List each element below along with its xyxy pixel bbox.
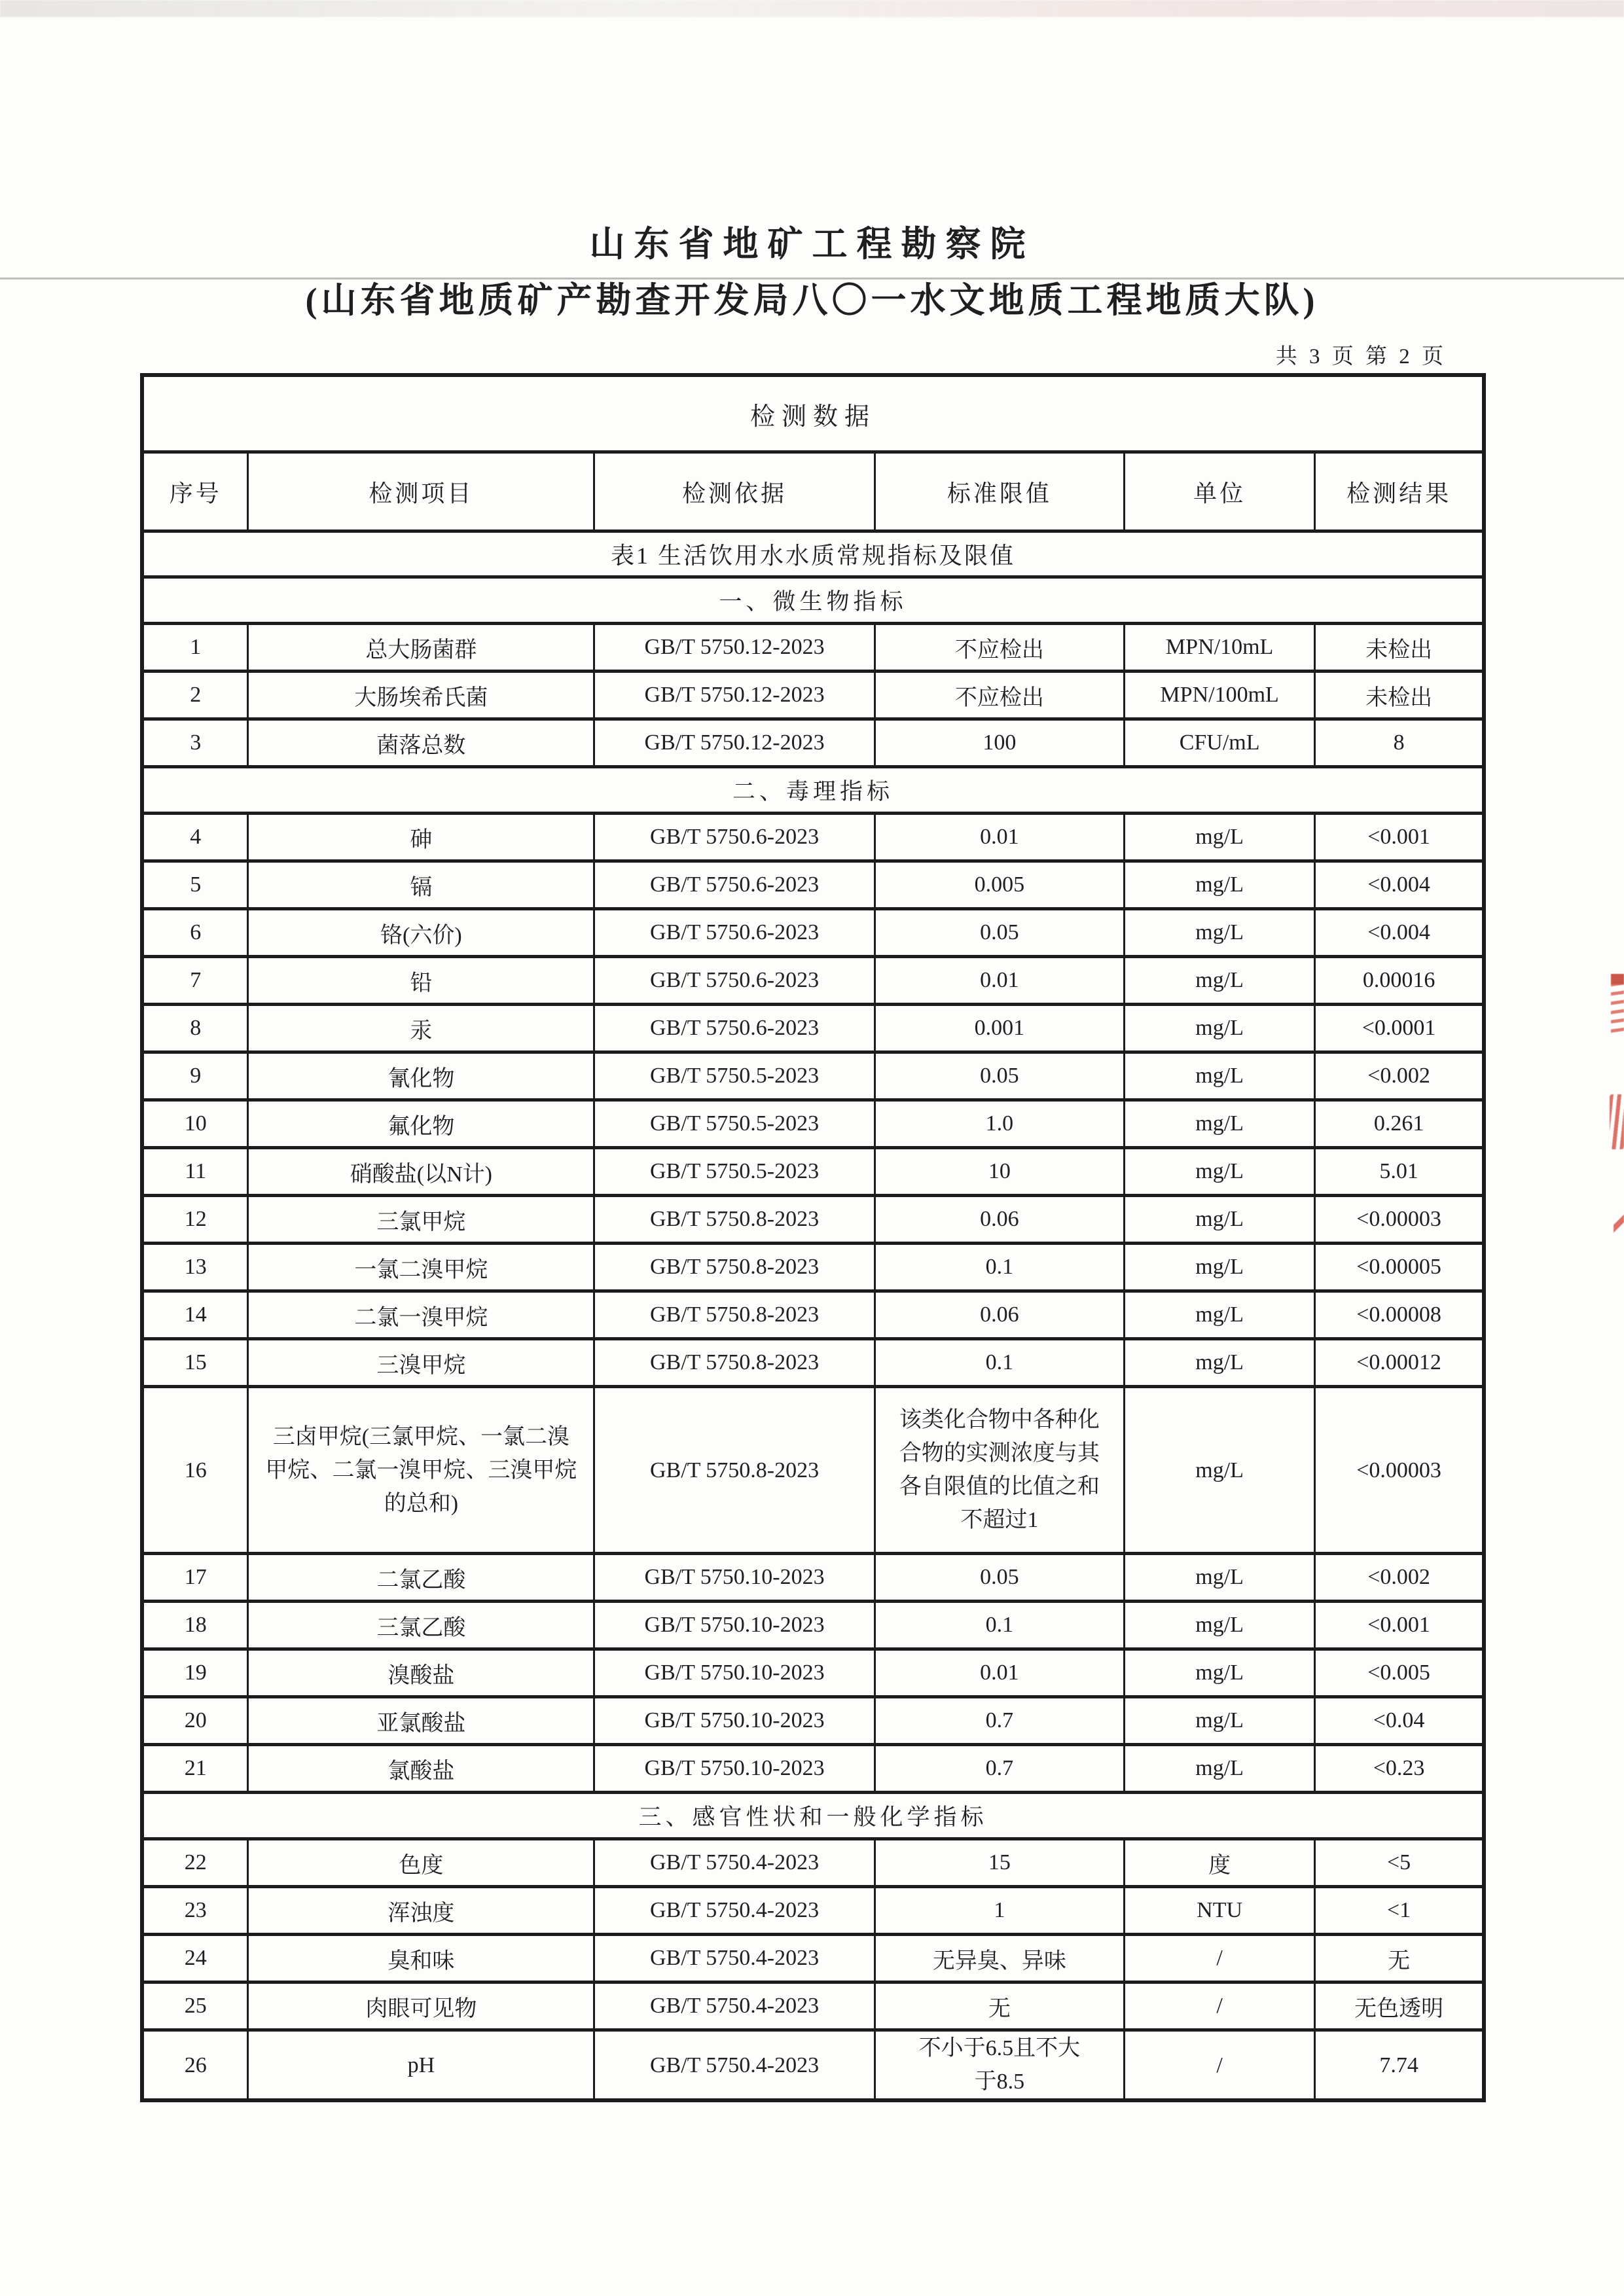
table-row xyxy=(142,1387,1484,1554)
cell-no: 2 xyxy=(142,672,248,719)
cell-method: GB/T 5750.8-2023 xyxy=(594,1387,875,1554)
cell-item: 三氯乙酸 xyxy=(248,1602,594,1649)
stamp-fragment xyxy=(1614,1212,1624,1234)
cell-unit: mg/L xyxy=(1125,1052,1315,1100)
cell-limit: 0.1 xyxy=(875,1339,1124,1387)
table-row xyxy=(142,1602,1484,1649)
cell-limit: 无异臭、异味 xyxy=(875,1935,1124,1982)
cell-item: 大肠埃希氏菌 xyxy=(248,672,594,719)
cell-unit: mg/L xyxy=(1125,1244,1315,1291)
table-row xyxy=(142,861,1484,909)
cell-no: 9 xyxy=(142,1052,248,1100)
cell-limit: 0.005 xyxy=(875,861,1124,909)
stamp-fragment xyxy=(1610,1094,1624,1149)
cell-item: 镉 xyxy=(248,861,594,909)
cell-limit: 无 xyxy=(875,1982,1124,2030)
cell-result: <0.0001 xyxy=(1315,1005,1484,1052)
cell-unit: mg/L xyxy=(1125,957,1315,1005)
subtable-title: 表1 生活饮用水水质常规指标及限值 xyxy=(142,531,1484,577)
cell-item: 臭和味 xyxy=(248,1935,594,1982)
column-header-row xyxy=(142,452,1484,531)
cell-no: 5 xyxy=(142,861,248,909)
cell-no: 13 xyxy=(142,1244,248,1291)
cell-unit: mg/L xyxy=(1125,909,1315,957)
cell-unit: mg/L xyxy=(1125,1148,1315,1196)
cell-result: <0.004 xyxy=(1315,909,1484,957)
cell-item: 总大肠菌群 xyxy=(248,624,594,672)
cell-limit: 15 xyxy=(875,1839,1124,1887)
cell-item: 汞 xyxy=(248,1005,594,1052)
cell-method: GB/T 5750.5-2023 xyxy=(594,1100,875,1148)
cell-method: GB/T 5750.6-2023 xyxy=(594,1005,875,1052)
scan-artifact-top xyxy=(0,0,1624,17)
cell-result: <0.00003 xyxy=(1315,1387,1484,1554)
table-row xyxy=(142,2030,1484,2101)
cell-no: 14 xyxy=(142,1291,248,1339)
col-header-method: 检测依据 xyxy=(594,452,875,531)
cell-no: 24 xyxy=(142,1935,248,1982)
cell-item: pH xyxy=(248,2030,594,2101)
cell-item: 铬(六价) xyxy=(248,909,594,957)
cell-limit: 0.7 xyxy=(875,1697,1124,1745)
cell-result: <0.001 xyxy=(1315,814,1484,861)
cell-no: 18 xyxy=(142,1602,248,1649)
cell-limit: 不应检出 xyxy=(875,672,1124,719)
cell-item: 硝酸盐(以N计) xyxy=(248,1148,594,1196)
cell-item: 三溴甲烷 xyxy=(248,1339,594,1387)
cell-no: 8 xyxy=(142,1005,248,1052)
cell-item: 三卤甲烷(三氯甲烷、一氯二溴甲烷、二氯一溴甲烷、三溴甲烷的总和) xyxy=(248,1387,594,1554)
col-header-result: 检测结果 xyxy=(1315,452,1484,531)
cell-method: GB/T 5750.8-2023 xyxy=(594,1196,875,1244)
cell-result: <0.00005 xyxy=(1315,1244,1484,1291)
cell-no: 4 xyxy=(142,814,248,861)
cell-result: <0.23 xyxy=(1315,1745,1484,1793)
cell-limit: 100 xyxy=(875,719,1124,767)
table-row xyxy=(142,1291,1484,1339)
cell-item: 色度 xyxy=(248,1839,594,1887)
cell-no: 3 xyxy=(142,719,248,767)
document-subtitle: (山东省地质矿产勘查开发局八〇一水文地质工程地质大队) xyxy=(305,281,1319,320)
table-row xyxy=(142,1005,1484,1052)
cell-limit: 0.05 xyxy=(875,909,1124,957)
cell-result: 未检出 xyxy=(1315,624,1484,672)
cell-limit: 0.01 xyxy=(875,814,1124,861)
cell-method: GB/T 5750.8-2023 xyxy=(594,1291,875,1339)
table-row xyxy=(142,1839,1484,1887)
cell-no: 1 xyxy=(142,624,248,672)
cell-method: GB/T 5750.10-2023 xyxy=(594,1745,875,1793)
cell-limit: 0.01 xyxy=(875,957,1124,1005)
cell-no: 12 xyxy=(142,1196,248,1244)
cell-unit: mg/L xyxy=(1125,1649,1315,1697)
table-row xyxy=(142,1554,1484,1602)
cell-unit: mg/L xyxy=(1125,814,1315,861)
cell-limit: 0.7 xyxy=(875,1745,1124,1793)
document-title: 山东省地矿工程勘察院 xyxy=(589,224,1035,264)
cell-item: 浑浊度 xyxy=(248,1887,594,1935)
cell-method: GB/T 5750.6-2023 xyxy=(594,861,875,909)
cell-limit: 0.01 xyxy=(875,1649,1124,1697)
cell-item: 氯酸盐 xyxy=(248,1745,594,1793)
table-row xyxy=(142,1697,1484,1745)
table-row xyxy=(142,1745,1484,1793)
cell-method: GB/T 5750.6-2023 xyxy=(594,814,875,861)
cell-unit: mg/L xyxy=(1125,1005,1315,1052)
section-row xyxy=(142,1793,1484,1839)
cell-method: GB/T 5750.8-2023 xyxy=(594,1339,875,1387)
cell-method: GB/T 5750.12-2023 xyxy=(594,624,875,672)
page-number-info: 共 3 页 第 2 页 xyxy=(1275,345,1447,368)
cell-method: GB/T 5750.4-2023 xyxy=(594,1982,875,2030)
table-title: 检测数据 xyxy=(142,375,1484,452)
col-header-unit: 单位 xyxy=(1125,452,1315,531)
cell-unit: / xyxy=(1125,2030,1315,2101)
section-label: 三、感官性状和一般化学指标 xyxy=(142,1793,1484,1839)
cell-no: 25 xyxy=(142,1982,248,2030)
cell-unit: mg/L xyxy=(1125,1697,1315,1745)
table-row xyxy=(142,814,1484,861)
cell-result: <0.005 xyxy=(1315,1649,1484,1697)
table-row xyxy=(142,1244,1484,1291)
cell-unit: mg/L xyxy=(1125,1602,1315,1649)
cell-method: GB/T 5750.6-2023 xyxy=(594,909,875,957)
cell-unit: mg/L xyxy=(1125,1339,1315,1387)
table-row xyxy=(142,1339,1484,1387)
cell-result: 无色透明 xyxy=(1315,1982,1484,2030)
section-row xyxy=(142,767,1484,814)
cell-unit: mg/L xyxy=(1125,1291,1315,1339)
cell-item: 溴酸盐 xyxy=(248,1649,594,1697)
table-row xyxy=(142,1196,1484,1244)
cell-unit: mg/L xyxy=(1125,1745,1315,1793)
cell-result: <0.00012 xyxy=(1315,1339,1484,1387)
cell-no: 11 xyxy=(142,1148,248,1196)
table-body xyxy=(142,531,1484,2101)
cell-method: GB/T 5750.10-2023 xyxy=(594,1554,875,1602)
cell-no: 6 xyxy=(142,909,248,957)
cell-method: GB/T 5750.4-2023 xyxy=(594,1839,875,1887)
cell-item: 一氯二溴甲烷 xyxy=(248,1244,594,1291)
table-row xyxy=(142,909,1484,957)
section-label: 一、微生物指标 xyxy=(142,577,1484,624)
cell-no: 10 xyxy=(142,1100,248,1148)
cell-result: <0.04 xyxy=(1315,1697,1484,1745)
cell-result: <0.00003 xyxy=(1315,1196,1484,1244)
cell-limit: 0.001 xyxy=(875,1005,1124,1052)
table-row xyxy=(142,1649,1484,1697)
cell-no: 16 xyxy=(142,1387,248,1554)
cell-result: <0.004 xyxy=(1315,861,1484,909)
cell-no: 15 xyxy=(142,1339,248,1387)
cell-result: 5.01 xyxy=(1315,1148,1484,1196)
cell-method: GB/T 5750.4-2023 xyxy=(594,1887,875,1935)
cell-limit: 0.05 xyxy=(875,1052,1124,1100)
cell-result: 未检出 xyxy=(1315,672,1484,719)
table-row xyxy=(142,1148,1484,1196)
table-row xyxy=(142,1100,1484,1148)
cell-limit: 0.06 xyxy=(875,1291,1124,1339)
cell-result: 0.00016 xyxy=(1315,957,1484,1005)
cell-no: 22 xyxy=(142,1839,248,1887)
test-data-table xyxy=(140,373,1486,2102)
col-header-no: 序号 xyxy=(142,452,248,531)
cell-unit: NTU xyxy=(1125,1887,1315,1935)
cell-result: 无 xyxy=(1315,1935,1484,1982)
cell-limit: 该类化合物中各种化合物的实测浓度与其各自限值的比值之和不超过1 xyxy=(875,1387,1124,1554)
col-header-item: 检测项目 xyxy=(248,452,594,531)
cell-item: 二氯一溴甲烷 xyxy=(248,1291,594,1339)
cell-unit: mg/L xyxy=(1125,1554,1315,1602)
cell-result: <0.001 xyxy=(1315,1602,1484,1649)
cell-method: GB/T 5750.4-2023 xyxy=(594,2030,875,2101)
cell-method: GB/T 5750.10-2023 xyxy=(594,1697,875,1745)
cell-unit: mg/L xyxy=(1125,1100,1315,1148)
cell-limit: 10 xyxy=(875,1148,1124,1196)
cell-item: 三氯甲烷 xyxy=(248,1196,594,1244)
cell-item: 铅 xyxy=(248,957,594,1005)
cell-item: 肉眼可见物 xyxy=(248,1982,594,2030)
table-row xyxy=(142,672,1484,719)
cell-limit: 不小于6.5且不大于8.5 xyxy=(875,2030,1124,2101)
cell-result: 0.261 xyxy=(1315,1100,1484,1148)
cell-method: GB/T 5750.10-2023 xyxy=(594,1602,875,1649)
cell-method: GB/T 5750.5-2023 xyxy=(594,1148,875,1196)
cell-no: 20 xyxy=(142,1697,248,1745)
subtable-title-row xyxy=(142,531,1484,577)
table-row xyxy=(142,624,1484,672)
cell-limit: 不应检出 xyxy=(875,624,1124,672)
cell-unit: MPN/10mL xyxy=(1125,624,1315,672)
cell-result: <1 xyxy=(1315,1887,1484,1935)
table-row xyxy=(142,1052,1484,1100)
cell-no: 23 xyxy=(142,1887,248,1935)
cell-method: GB/T 5750.6-2023 xyxy=(594,957,875,1005)
cell-unit: CFU/mL xyxy=(1125,719,1315,767)
cell-no: 19 xyxy=(142,1649,248,1697)
cell-limit: 0.05 xyxy=(875,1554,1124,1602)
table-row xyxy=(142,719,1484,767)
cell-unit: mg/L xyxy=(1125,1196,1315,1244)
cell-item: 菌落总数 xyxy=(248,719,594,767)
cell-limit: 0.1 xyxy=(875,1602,1124,1649)
section-row xyxy=(142,577,1484,624)
table-row xyxy=(142,1982,1484,2030)
cell-unit: / xyxy=(1125,1935,1315,1982)
stamp-fragment xyxy=(1611,974,1624,1034)
cell-result: 7.74 xyxy=(1315,2030,1484,2101)
cell-unit: / xyxy=(1125,1982,1315,2030)
section-label: 二、毒理指标 xyxy=(142,767,1484,814)
cell-result: <0.002 xyxy=(1315,1554,1484,1602)
cell-limit: 1 xyxy=(875,1887,1124,1935)
cell-limit: 0.06 xyxy=(875,1196,1124,1244)
cell-no: 21 xyxy=(142,1745,248,1793)
cell-unit: MPN/100mL xyxy=(1125,672,1315,719)
cell-no: 17 xyxy=(142,1554,248,1602)
cell-item: 氟化物 xyxy=(248,1100,594,1148)
cell-limit: 1.0 xyxy=(875,1100,1124,1148)
cell-unit: mg/L xyxy=(1125,861,1315,909)
cell-item: 氰化物 xyxy=(248,1052,594,1100)
cell-result: <0.002 xyxy=(1315,1052,1484,1100)
cell-method: GB/T 5750.12-2023 xyxy=(594,719,875,767)
cell-method: GB/T 5750.5-2023 xyxy=(594,1052,875,1100)
cell-item: 二氯乙酸 xyxy=(248,1554,594,1602)
cell-result: 8 xyxy=(1315,719,1484,767)
cell-result: <0.00008 xyxy=(1315,1291,1484,1339)
table-row xyxy=(142,1887,1484,1935)
cell-item: 砷 xyxy=(248,814,594,861)
cell-result: <5 xyxy=(1315,1839,1484,1887)
table-row xyxy=(142,957,1484,1005)
cell-method: GB/T 5750.10-2023 xyxy=(594,1649,875,1697)
cell-method: GB/T 5750.8-2023 xyxy=(594,1244,875,1291)
cell-item: 亚氯酸盐 xyxy=(248,1697,594,1745)
cell-no: 7 xyxy=(142,957,248,1005)
cell-unit: 度 xyxy=(1125,1839,1315,1887)
table-row xyxy=(142,1935,1484,1982)
cell-no: 26 xyxy=(142,2030,248,2101)
cell-limit: 0.1 xyxy=(875,1244,1124,1291)
table-title-row xyxy=(142,375,1484,452)
cell-method: GB/T 5750.4-2023 xyxy=(594,1935,875,1982)
col-header-limit: 标准限值 xyxy=(875,452,1124,531)
cell-unit: mg/L xyxy=(1125,1387,1315,1554)
cell-method: GB/T 5750.12-2023 xyxy=(594,672,875,719)
